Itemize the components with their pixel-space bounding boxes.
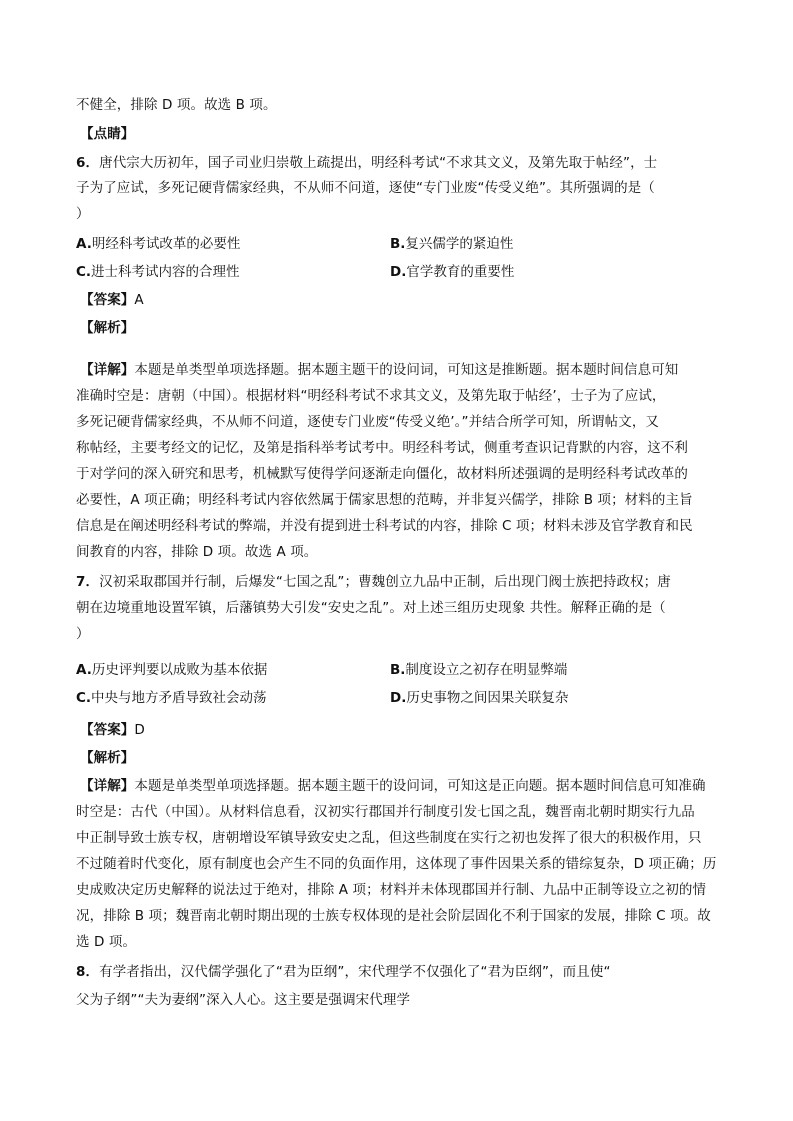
- q7-option-c-label: C.: [76, 690, 92, 706]
- q7-analysis-heading: 【解析】: [80, 750, 135, 766]
- q6-detail-line-3: 多死记硬背儒家经典，不从师不问道，逐使专门业废“传受义绝’。”并结合所学可知，所谓帖文，又: [76, 414, 660, 430]
- q7-stem-line-2: 朝在边境重地设置军镇，后藩镇势大引发“安史之乱”。对上述三组历史现象 共性。解释正确的是（: [76, 600, 666, 616]
- q7-detail-line-1: [80, 776, 706, 796]
- q8-number: 8．: [76, 964, 100, 980]
- dianjing-heading: 【点睛】: [80, 126, 135, 142]
- q6-answer-tag: 【答案】: [80, 292, 135, 308]
- q7-detail-line-6: 况，排除 B 项；魏晋南北朝时期出现的士族专权体现的是社会阶层固化不利于国家的发展，排除 C 项。故: [76, 908, 711, 924]
- q7-option-b: [390, 660, 567, 680]
- q6-detail-line-1: [80, 360, 678, 380]
- q7-answer: [80, 720, 145, 740]
- q7-detail-line-4: 不过随着时代变化，原有制度也会产生不同的负面作用，这体现了事件因果关系的错综复杂，D 项正确；历: [76, 856, 717, 872]
- q6-option-c: [76, 262, 240, 282]
- q7-option-d-text: 历史事物之间因果关联复杂: [406, 690, 569, 706]
- q7-stem-line-3: ）: [76, 626, 90, 642]
- q6-option-b: [390, 234, 513, 254]
- q6-answer-value: A: [134, 292, 144, 308]
- q7-answer-tag: 【答案】: [80, 722, 135, 738]
- q6-stem-line-2: 子为了应试，多死记硬背儒家经典，不从师不问道，逐使“专门业废“传受义绝”。其所强调的是（: [76, 180, 655, 196]
- q7-number: 7．: [76, 574, 100, 590]
- q6-option-a-text: 明经科考试改革的必要性: [91, 236, 241, 252]
- q6-detail-line-2: 准确时空是：唐朝（中国）。根据材料“明经科考试不求其文义，及第先取于帖经’，士子为了应试，: [76, 388, 666, 404]
- q6-detail-line-8: 间教育的内容，排除 D 项。故选 A 项。: [76, 544, 318, 560]
- q7-option-b-label: B.: [390, 662, 406, 678]
- q7-option-a-label: A.: [76, 662, 92, 678]
- q7-detail-line-5: 史成败决定历史解释的说法过于绝对，排除 A 项；材料并未体现郡国并行制、九品中正制等设立之初的情: [76, 882, 707, 898]
- q6-option-d-text: 官学教育的重要性: [406, 264, 515, 280]
- q7-option-a: [76, 660, 267, 680]
- q6-stem-line-3: ）: [76, 206, 90, 222]
- q7-detail-text-1: 本题是单类型单项选择题。据本题主题干的设问词，可知这是正向题。据本题时间信息可知准确: [134, 778, 706, 794]
- q6-option-a: [76, 234, 240, 254]
- q6-option-a-label: A.: [76, 236, 92, 252]
- q6-detail-line-4: 称帖经，主要考经文的记忆，及第是指科举考试考中。明经科考试，侧重考查识记背默的内容，这不利: [76, 440, 688, 456]
- q6-stem-text-1: 唐代宗大历初年，国子司业归崇敬上疏提出，明经科考试“不求其文义，及第先取于帖经”，士: [99, 155, 658, 171]
- q6-detail-line-7: 信息是在阐述明经科考试的弊端，并没有提到进士科考试的内容，排除 C 项；材料未涉及官学教育和民: [76, 518, 693, 534]
- q7-stem-text-1: 汉初采取郡国并行制，后爆发“七国之乱”；曹魏创立九品中正制，后出现门阀士族把持政权；唐: [99, 574, 671, 590]
- q6-option-c-label: C.: [76, 264, 92, 280]
- q7-option-a-text: 历史评判要以成败为基本依据: [91, 662, 268, 678]
- q6-stem-line-1: [76, 153, 657, 173]
- q6-option-d-label: D.: [390, 264, 407, 280]
- q6-analysis-heading: 【解析】: [80, 320, 135, 336]
- q7-option-c: [76, 688, 267, 708]
- q6-option-b-text: 复兴儒学的紧迫性: [405, 236, 514, 252]
- q6-detail-tag: 【详解】: [80, 362, 135, 378]
- q6-option-b-label: B.: [390, 236, 406, 252]
- prev-question-conclusion: 不健全，排除 D 项。故选 B 项。: [76, 97, 277, 113]
- q6-detail-line-6: 必要性，A 项正确；明经科考试内容依然属于儒家思想的范畴，并非复兴儒学，排除 B 项；材料的主旨: [76, 492, 693, 508]
- q7-option-d-label: D.: [390, 690, 407, 706]
- q8-stem-line-2: 父为子纲”“夫为妻纲”深入人心。这主要是强调宋代理学: [76, 992, 411, 1008]
- q6-option-c-text: 进士科考试内容的合理性: [91, 264, 240, 280]
- q7-detail-line-3: 中正制导致士族专权，唐朝增设军镇导致安史之乱，但这些制度在实行之初也发挥了很大的积极作用，只: [76, 830, 702, 846]
- q8-stem-line-1: [76, 962, 611, 982]
- q7-option-c-text: 中央与地方矛盾导致社会动荡: [91, 690, 267, 706]
- q8-stem-text-1: 有学者指出，汉代儒学强化了“君为臣纲”，宋代理学不仅强化了“君为臣纲”，而且使“: [99, 964, 611, 980]
- q6-detail-text-1: 本题是单类型单项选择题。据本题主题干的设问词，可知这是推断题。据本题时间信息可知: [134, 362, 679, 378]
- q6-option-d: [390, 262, 514, 282]
- q7-detail-tag: 【详解】: [80, 778, 135, 794]
- q7-option-b-text: 制度设立之初存在明显弊端: [405, 662, 568, 678]
- q7-detail-line-7: 选 D 项。: [76, 934, 137, 950]
- q6-number: 6．: [76, 155, 100, 171]
- q7-answer-value: D: [134, 722, 145, 738]
- q7-option-d: [390, 688, 568, 708]
- q6-answer: [80, 290, 144, 310]
- q7-stem-line-1: [76, 572, 671, 592]
- q7-detail-line-2: 时空是：古代（中国）。从材料信息看，汉初实行郡国并行制度引发七国之乱，魏晋南北朝时期实行九品: [76, 804, 695, 820]
- q6-detail-line-5: 于对学问的深入研究和思考，机械默写使得学问逐渐走向僵化，故材料所述强调的是明经科考试改革的: [76, 466, 688, 482]
